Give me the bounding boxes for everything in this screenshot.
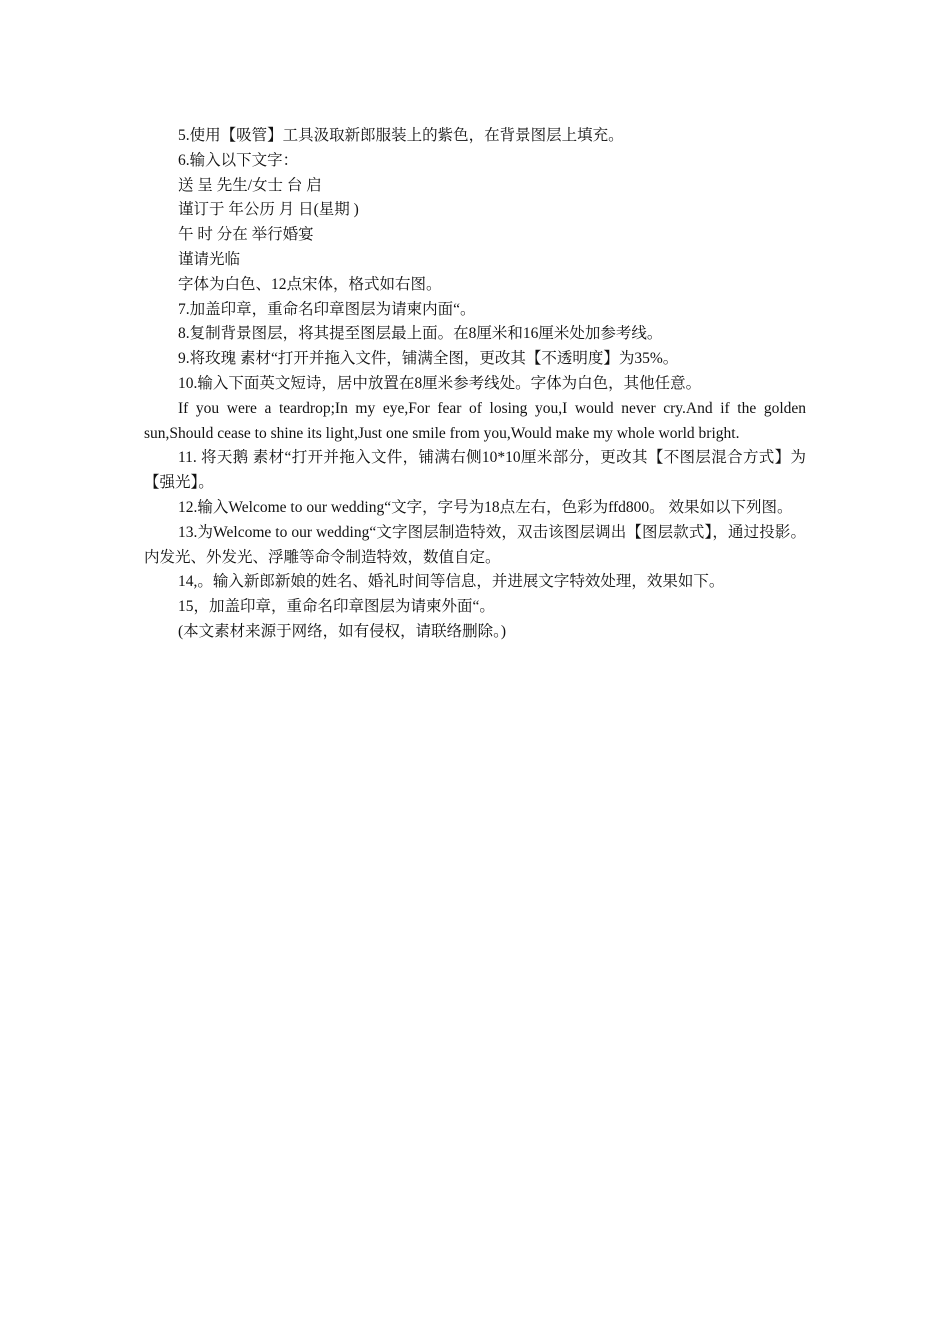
paragraph-step-5: 5.使用【吸管】工具汲取新郎服装上的紫色，在背景图层上填充。 [178,127,624,144]
paragraph-step-13: 13.为Welcome to our wedding“文字图层制造特效，双击该图层调出【图层款式】，通过投影。内发光、外发光、浮雕等命令制造特效，数值自定。 [144,523,806,566]
paragraph-step-8: 8.复制背景图层，将其提至图层最上面。在8厘米和16厘米处加参考线。 [178,325,663,343]
paragraph-step-14: 14,。输入新郎新娘的姓名、婚礼时间等信息，并进展文字特效处理，效果如下。 [178,573,725,591]
paragraph-step-7: 7.加盖印章，重命名印章图层为请柬内面“。 [178,300,476,318]
invitation-line-2: 谨订于 年公历 月 日(星期 ) [178,201,359,219]
font-instruction: 字体为白色、12点宋体，格式如右图。 [178,275,442,293]
paragraph-step-15: 15，加盖印章，重命名印章图层为请柬外面“。 [178,598,495,616]
paragraph-step-12: 12.输入Welcome to our wedding“文字，字号为18点左右，色彩为ffd800。 效果如以下列图。 [178,498,793,516]
source-disclaimer: (本文素材来源于网络，如有侵权，请联络删除。) [178,622,507,640]
paragraph-step-11: 11. 将天鹅 素材“打开并拖入文件，铺满右侧10*10厘米部分，更改其【不图层混合方式】为【强光】。 [144,449,806,492]
english-poem: If you were a teardrop;In my eye,For fear of losing you,I would never cry.And if the golden sun,Should cease to shine its light,Just one smile from you,Would make my whole world bright. [144,399,806,442]
invitation-line-3: 午 时 分在 举行婚宴 [178,226,314,244]
invitation-line-4: 谨请光临 [178,250,241,268]
document-page [144,124,806,645]
paragraph-step-10: 10.输入下面英文短诗，居中放置在8厘米参考线处。字体为白色，其他任意。 [178,374,702,392]
paragraph-step-9: 9.将玫瑰 素材“打开并拖入文件，铺满全图，更改其【不透明度】为35%。 [178,350,679,368]
invitation-line-1: 送 呈 先生/女士 台 启 [178,176,322,194]
paragraph-step-6: 6.输入以下文字： [178,151,299,169]
